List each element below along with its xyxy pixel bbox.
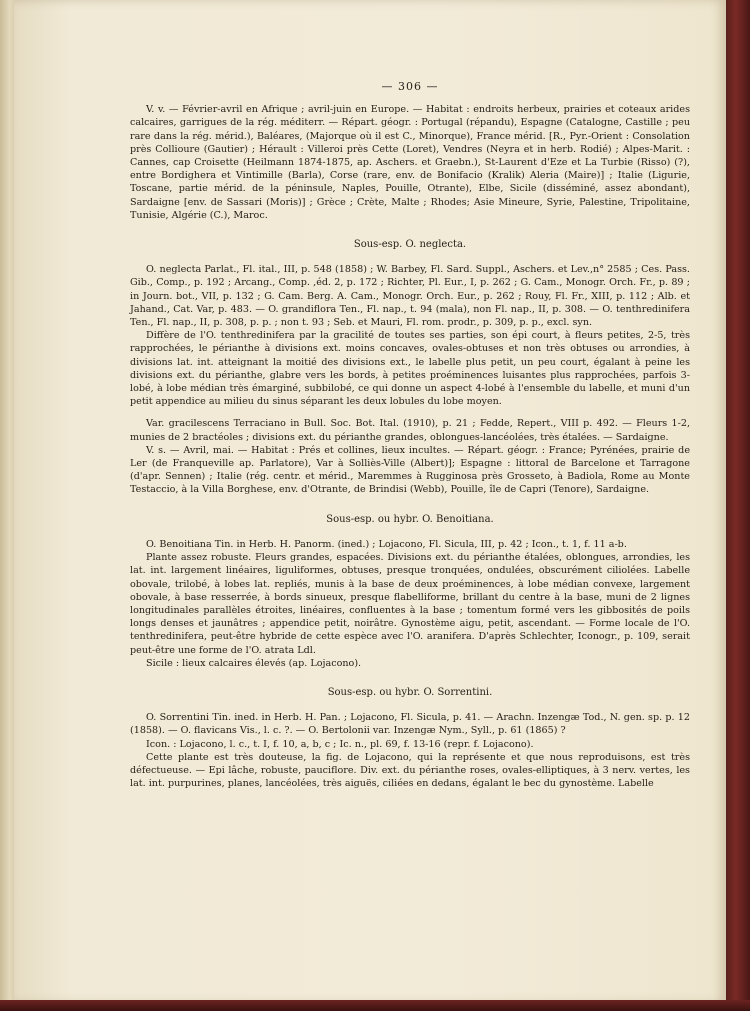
book-cover-bottom	[0, 1000, 750, 1011]
paragraph: O. neglecta Parlat., Fl. ital., III, p. 548 (1858) ; W. Barbey, Fl. Sard. Suppl., Aschers. et Lev.,n° 2585 ; Ces. Pass. Gib., Comp., p. 192 ; Arcang., Comp. ,éd. 2, p. 172 ; Richter, Pl. Eur., I, p. 262 ; G. Cam., Monogr. Orch. Fr., p. 89 ; in Journ. bot., VII, p. 132 ; G. Cam. Berg. A. Cam., Monogr. Orch. Eur., p. 262 ; Rouy, Fl. Fr., XIII, p. 112 ; Alb. et Jahand., Cat. Var, p. 483. — O. grandiflora Ten., Fl. nap., t. 94 (mala), non Fl. nap., II, p. 308. — O. tenthredinifera Ten., Fl. nap., II, p. 308, p. p. ; non t. 93 ; Seb. et Mauri, Fl. rom. prodr., p. 309, p. p., excl. syn.	[130, 264, 690, 329]
section-heading: Sous-esp. O. neglecta.	[353, 239, 467, 251]
text-blocks	[130, 103, 690, 790]
paragraph: O. Benoitiana Tin. in Herb. H. Panorm. (ined.) ; Lojacono, Fl. Sicula, III, p. 42 ; Icon., t. 1, f. 11 a-b.	[146, 538, 627, 550]
paragraph: O. Sorrentini Tin. ined. in Herb. H. Pan. ; Lojacono, Fl. Sicula, p. 41. — Arachn. Inzengæ Tod., N. gen. sp. p. 12 (1858). — O. flavicans Vis., l. c. ?. — O. Bertolonii var. Inzengæ Nym., Syll., p. 61 (1865) ?	[130, 712, 690, 737]
paragraph: Plante assez robuste. Fleurs grandes, espacées. Divisions ext. du périanthe étalées, oblongues, arrondies, les lat. int. largement linéaires, liguliformes, obtuses, presque tronquées, ondulées, obscurément ciliolées. Labelle obovale, trilobé, à lobes lat. repliés, munis à la base de deux proéminences, à lobe médian convexe, largement obovale, à base resserrée, à bords sinueux, presque flabelliforme, brillant du centre à la base, muni de 2 lignes longitudinales parallèles étroites, linéaires, confluentes à la base ; tomentum formé vers les gibbosités de poils longs denses et jaunâtres ; appendice petit, noirâtre. Gynostème aigu, petit, ascendant. — Forme locale de l'O. tenthredinifera, peut-être hybride de cette espèce avec l'O. aranifera. D'après Schlechter, Iconogr., p. 109, serait peut-être une forme de l'O. atrata Ldl.	[130, 552, 690, 656]
book-cover-right	[726, 0, 750, 1011]
paragraph: V. v. — Février-avril en Afrique ; avril-juin en Europe. — Habitat : endroits herbeux, prairies et coteaux arides calcaires, garrigues de la rég. méditerr. — Répart. géogr. : Portugal (répandu), Espagne (Catalogne, Castille ; peu rare dans la rég. mérid.), Baléares, (Majorque où il est C., Minorque), France mérid. [R., Pyr.-Orient : Consolation près Collioure (Gautier) ; Hérault : Villeroi près Cette (Loret), Vendres (Neyra et in herb. Rodié) ; Alpes-Marit. : Cannes, cap Croisette (Heilmann 1874-1875, ap. Aschers. et Graebn.), St-Laurent d'Eze et La Turbie (Risso) (?), entre Bordighera et Vintimille (Barla), Corse (rare, env. de Bonifacio (Kralik) Aleria (Maire)] ; Italie (Ligurie, Toscane, partie mérid. de la péninsule, Naples, Pouille, Otrante), Elbe, Sicile (disséminé, assez abondant), Sardaigne [env. de Sassari (Moris)] ; Grèce ; Crète, Malte ; Rhodes; Asie Mineure, Syrie, Palestine, Tripolitaine, Tunisie, Algérie (C.), Maroc.	[130, 104, 690, 221]
paragraph: Sicile : lieux calcaires élevés (ap. Lojacono).	[146, 657, 362, 669]
paragraph: V. s. — Avril, mai. — Habitat : Prés et collines, lieux incultes. — Répart. géogr. : France; Pyrénées, prairie de Ler (de Franqueville ap. Parlatore), Var à Solliès-Ville (Albert)]; Espagne : littoral de Barcelone et Tarragone (d'apr. Sennen) ; Italie (rég. centr. et mérid., Maremmes à Rugginosa près Grosseto, à Badiola, Rome au Monte Testaccio, à la Villa Borghese, env. d'Otrante, de Brindisi (Webb), Pouille, île de Capri (Tenore), Sardaigne.	[130, 444, 690, 496]
paragraph: Cette plante est très douteuse, la fig. de Lojacono, qui la représente et que nous reproduisons, est très défectueuse. — Epi lâche, robuste, pauciflore. Div. ext. du périanthe roses, ovales-elliptiques, à 3 nerv. vertes, les lat. int. purpurines, planes, lancéolées, très aiguës, ciliées en dedans, égalant le bec du gynostème. Labelle	[130, 751, 690, 790]
paragraph: Var. gracilescens Terraciano in Bull. Soc. Bot. Ital. (1910), p. 21 ; Fedde, Repert., VIII p. 492. — Fleurs 1-2, munies de 2 bractéoles ; divisions ext. du périanthe grandes, oblongues-lancéolées, très étalées. — Sardaigne.	[130, 418, 690, 443]
paragraph: Icon. : Lojacono, l. c., t. I, f. 10, a, b, c ; Ic. n., pl. 69, f. 13-16 (repr. f. Lojacono).	[146, 738, 534, 750]
page-number: — 306 —	[381, 80, 439, 93]
section-heading: Sous-esp. ou hybr. O. Benoitiana.	[326, 513, 494, 525]
section-heading: Sous-esp. ou hybr. O. Sorrentini.	[327, 686, 493, 698]
page-text	[130, 80, 690, 790]
paragraph: Diffère de l'O. tenthredinifera par la gracilité de toutes ses parties, son épi court, à fleurs petites, 2-5, très rapprochées, le périanthe à divisions ext. moins concaves, ovales-obtuses et non très obtuses ou arrondies, à divisions lat. int. atteignant la moitié des divisions ext., le labelle plus petit, un peu court, égalant à peine les divisions ext. du périanthe, glabre vers les bords, à petites proéminences luisantes plus rapprochées, parfois 3-lobé, à lobe médian très émarginé, subbilobé, ce qui donne un aspect 4-lobé à l'ensemble du labelle, et muni d'un petit appendice au milieu du sinus séparant les deux lobules du lobe moyen.	[130, 330, 690, 408]
block-gap	[130, 408, 690, 417]
